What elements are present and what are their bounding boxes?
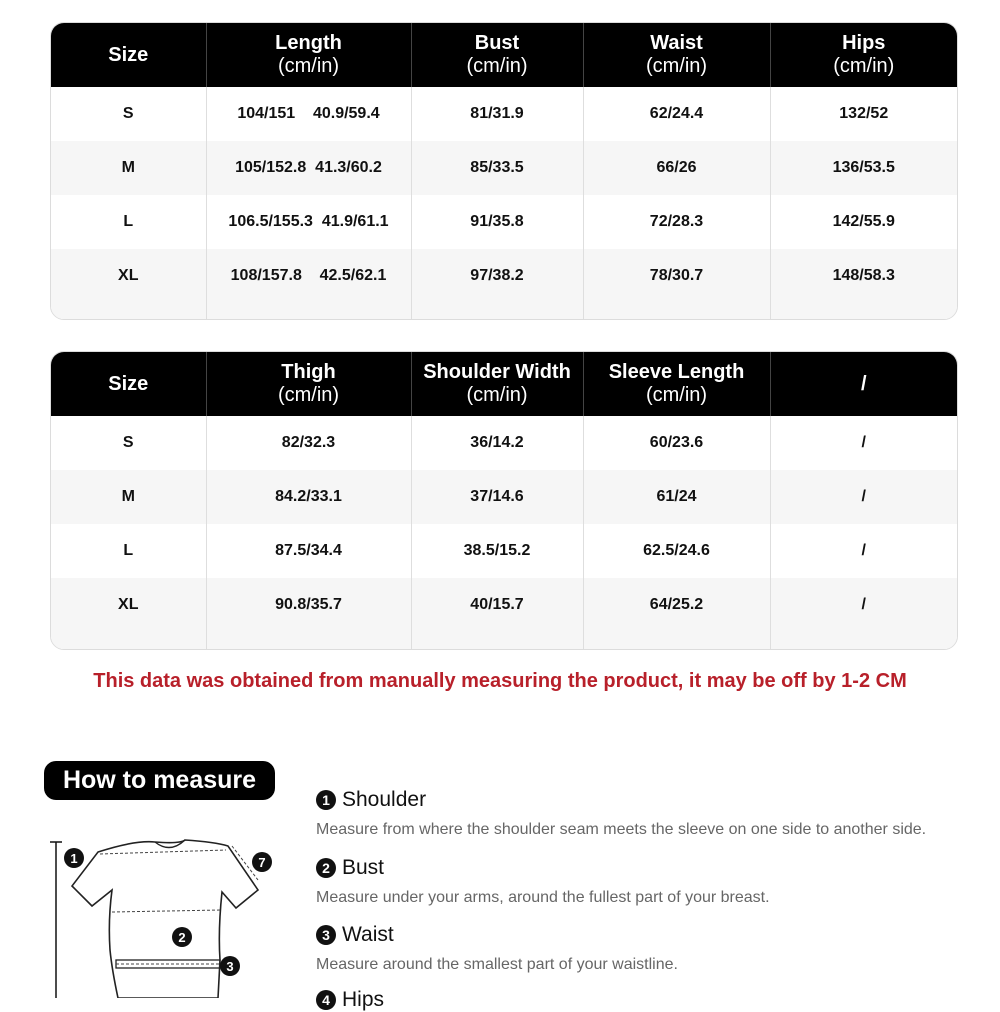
col-header-bust: Bust (cm/in)	[411, 23, 583, 87]
cell-bust: 91/35.8	[411, 195, 583, 249]
spacer-cell	[206, 632, 411, 649]
cell-waist: 78/30.7	[583, 249, 770, 303]
cell-length: 104/151 40.9/59.4	[206, 87, 411, 141]
cell-length: 106.5/155.3 41.9/61.1	[206, 195, 411, 249]
cell-size: XL	[51, 578, 206, 632]
cell-hips: 148/58.3	[770, 249, 957, 303]
cell-sleeve-length: 61/24	[583, 470, 770, 524]
col-header-thigh: Thigh (cm/in)	[206, 352, 411, 416]
cell-size: M	[51, 141, 206, 195]
table-header-row	[51, 352, 957, 416]
col-header-hips: Hips (cm/in)	[770, 23, 957, 87]
size-table-1	[50, 22, 958, 320]
how-to-measure-title: How to measure	[44, 761, 275, 800]
table-row	[51, 87, 957, 141]
cell-blank: /	[861, 434, 866, 451]
col-header-length: Length (cm/in)	[206, 23, 411, 87]
table-spacer-row	[51, 303, 957, 319]
cell-hips: 136/53.5	[770, 141, 957, 195]
svg-text:7: 7	[258, 855, 266, 870]
spacer-cell	[770, 303, 957, 319]
spacer-cell	[770, 632, 957, 649]
spacer-cell	[583, 303, 770, 319]
table-spacer-row	[51, 632, 957, 649]
size-table-2	[50, 351, 958, 650]
cell-waist: 72/28.3	[583, 195, 770, 249]
cell-thigh: 90.8/35.7	[206, 578, 411, 632]
cell-sleeve-length: 60/23.6	[583, 416, 770, 470]
number-2-icon: 2	[316, 858, 336, 878]
measure-item-desc: Measure around the smallest part of your waistline.	[316, 956, 678, 973]
marker-2-icon	[172, 927, 192, 947]
table-row	[51, 524, 957, 578]
col-header-size: Size	[51, 23, 206, 87]
measure-item-title: Bust	[342, 856, 385, 879]
cell-shoulder-width: 40/15.7	[411, 578, 583, 632]
table-row	[51, 141, 957, 195]
cell-length: 105/152.8 41.3/60.2	[206, 141, 411, 195]
col-header-sleeve-length: Sleeve Length (cm/in)	[583, 352, 770, 416]
col-header-blank: /	[770, 352, 957, 416]
cell-size: L	[51, 195, 206, 249]
cell-shoulder-width: 37/14.6	[411, 470, 583, 524]
measure-item-title: Hips	[342, 988, 385, 1011]
table-row	[51, 249, 957, 303]
number-3-icon: 3	[316, 925, 336, 945]
svg-text:2: 2	[178, 930, 186, 945]
cell-length: 108/157.8 42.5/62.1	[206, 249, 411, 303]
number-1-icon: 1	[316, 790, 336, 810]
table-row	[51, 578, 957, 632]
cell-blank: /	[770, 578, 957, 632]
cell-thigh: 87.5/34.4	[206, 524, 411, 578]
cell-size: XL	[51, 249, 206, 303]
cell-sleeve-length: 62.5/24.6	[583, 524, 770, 578]
garment-diagram	[40, 810, 290, 998]
cell-shoulder-width: 38.5/15.2	[411, 524, 583, 578]
cell-thigh: 82/32.3	[206, 416, 411, 470]
cell-size: S	[51, 416, 206, 470]
table-header-row	[51, 23, 957, 87]
cell-bust: 97/38.2	[411, 249, 583, 303]
cell-blank: /	[770, 470, 957, 524]
cell-hips: 132/52	[839, 105, 889, 122]
measure-item-desc: Measure from where the shoulder seam meets the sleeve on one side to another side.	[316, 821, 927, 838]
cell-size: L	[51, 524, 206, 578]
svg-text:3: 3	[226, 959, 234, 974]
spacer-cell	[206, 303, 411, 319]
cell-shoulder-width: 36/14.2	[411, 416, 583, 470]
measure-item-hips	[316, 988, 1000, 1012]
col-header-shoulder-width: Shoulder Width (cm/in)	[411, 352, 583, 416]
measure-item-desc: Measure under your arms, around the fullest part of your breast.	[316, 889, 770, 906]
svg-text:1: 1	[70, 851, 78, 866]
col-header-size: Size	[51, 352, 206, 416]
cell-thigh: 84.2/33.1	[206, 470, 411, 524]
spacer-cell	[51, 632, 206, 649]
spacer-cell	[583, 632, 770, 649]
number-4-icon: 4	[316, 990, 336, 1010]
measure-item-shoulder	[316, 788, 1000, 839]
cell-size: M	[51, 470, 206, 524]
measurement-disclaimer: This data was obtained from manually measuring the product, it may be off by 1-2 CM	[93, 670, 907, 692]
table-row	[51, 195, 957, 249]
cell-bust: 81/31.9	[411, 87, 583, 141]
marker-7-icon	[252, 852, 272, 872]
cell-size: S	[51, 87, 206, 141]
table-row	[51, 470, 957, 524]
measure-item-waist	[316, 923, 1000, 974]
spacer-cell	[51, 303, 206, 319]
marker-1-icon	[64, 848, 84, 868]
spacer-cell	[411, 303, 583, 319]
measure-item-title: Waist	[342, 923, 394, 946]
cell-sleeve-length: 64/25.2	[583, 578, 770, 632]
measure-item-title: Shoulder	[342, 788, 427, 811]
measure-item-bust	[316, 856, 1000, 907]
spacer-cell	[411, 632, 583, 649]
cell-waist: 62/24.4	[583, 87, 770, 141]
cell-hips: 142/55.9	[832, 213, 895, 230]
marker-3-icon	[220, 956, 240, 976]
table-row	[51, 416, 957, 470]
cell-bust: 85/33.5	[411, 141, 583, 195]
col-header-waist: Waist (cm/in)	[583, 23, 770, 87]
cell-waist: 66/26	[583, 141, 770, 195]
cell-blank: /	[861, 542, 866, 559]
